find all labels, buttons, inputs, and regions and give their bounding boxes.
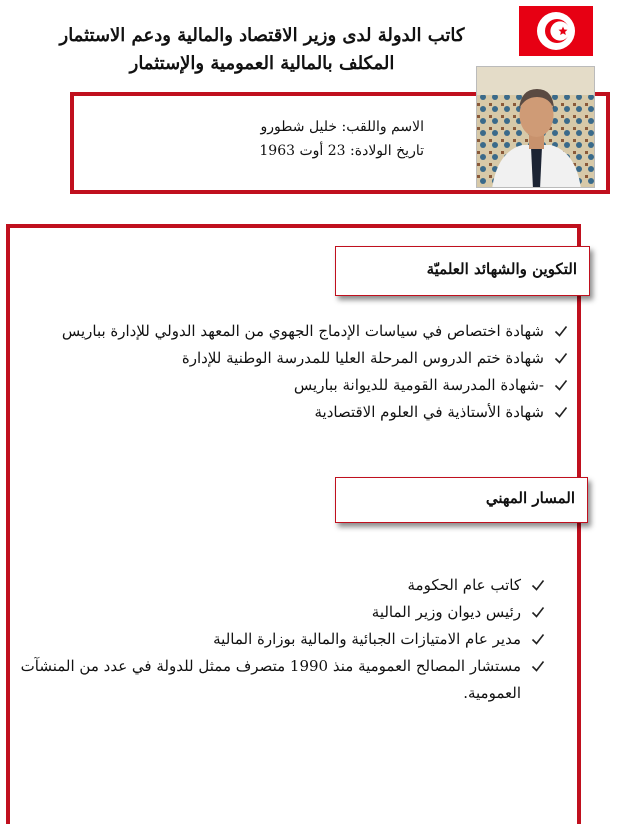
list-item xyxy=(20,572,547,599)
list-item xyxy=(14,345,570,372)
list-item xyxy=(14,372,570,399)
education-list xyxy=(14,318,570,426)
list-item-text: شهادة ختم الدروس المرحلة العليا للمدرسة الوطنية للإدارة xyxy=(181,349,544,367)
checkmark-icon xyxy=(531,632,545,646)
checkmark-icon xyxy=(554,324,568,338)
list-item xyxy=(14,399,570,426)
list-item-text: -شهادة المدرسة القومية للديوانة بباريس xyxy=(293,376,544,394)
career-heading: المسار المهني xyxy=(335,477,588,523)
checkmark-icon xyxy=(531,605,545,619)
list-item xyxy=(14,318,570,345)
title-line-1: كاتب الدولة لدى وزير الاقتصاد والمالية ودعم الاستثمار xyxy=(59,25,465,46)
list-item-text: رئيس ديوان وزير المالية xyxy=(371,603,521,621)
checkmark-icon xyxy=(554,351,568,365)
birth-line: تاريخ الولادة: 23 أوت 1963 xyxy=(259,143,424,159)
checkmark-icon xyxy=(531,578,545,592)
checkmark-icon xyxy=(554,405,568,419)
cv-body-box xyxy=(6,224,581,824)
career-list xyxy=(20,572,547,707)
tunisia-flag xyxy=(519,6,593,56)
profile-photo xyxy=(476,66,595,188)
checkmark-icon xyxy=(554,378,568,392)
flag-emblem-icon xyxy=(536,11,576,51)
list-item-text: شهادة الأستاذية في العلوم الاقتصادية xyxy=(314,403,544,421)
list-item-text: شهادة اختصاص في سياسات الإدماج الجهوي من المعهد الدولي للإدارة بباريس xyxy=(61,322,544,340)
education-heading: التكوين والشهائد العلميّة xyxy=(335,246,590,296)
list-item-text: كاتب عام الحكومة xyxy=(407,576,521,594)
list-item-text: مستشار المصالح العمومية منذ 1990 متصرف ممثل للدولة في عدد من المنشآت العمومية. xyxy=(20,657,521,702)
list-item xyxy=(20,599,547,626)
list-item-text: مدير عام الامتيازات الجبائية والمالية بوزارة المالية xyxy=(213,630,521,648)
page-title xyxy=(42,22,482,78)
list-item xyxy=(20,626,547,653)
profile-info xyxy=(164,115,424,163)
name-line: الاسم واللقب: خليل شطورو xyxy=(260,119,424,135)
title-line-2: المكلف بالمالية العمومية والإستثمار xyxy=(129,53,395,74)
checkmark-icon xyxy=(531,659,545,673)
list-item xyxy=(20,653,547,707)
portrait-image xyxy=(477,67,595,188)
